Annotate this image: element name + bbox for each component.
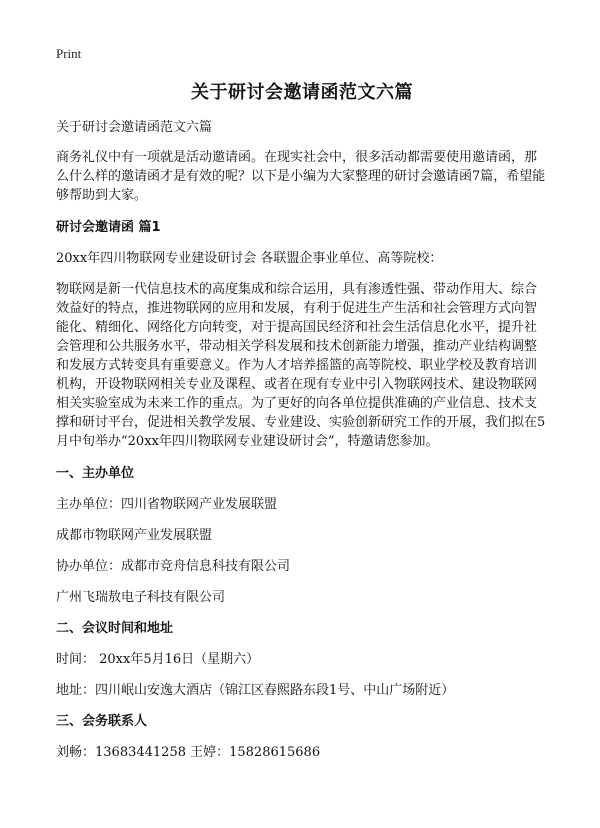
meeting-time: 时间： 20xx年5月16日（星期六） — [56, 652, 260, 667]
document-subtitle: 关于研讨会邀请函范文六篇 — [56, 120, 213, 135]
section-heading-1: 研讨会邀请函 篇1 — [56, 220, 161, 235]
intro-paragraph: 商务礼仪中有一项就是活动邀请函。在现实社会中，很多活动都需要使用邀请函，那么什么样的邀请函才是有效的呢？以下是小编为大家整理的研讨会邀请函7篇，希望能够帮助到大家。 — [56, 150, 546, 203]
page-title: 关于研讨会邀请函范文六篇 — [191, 82, 413, 103]
co-organizer-line-2: 广州飞瑞敖电子科技有限公司 — [56, 590, 226, 605]
organizer-heading: 一、主办单位 — [56, 466, 135, 481]
document-body — [56, 78, 548, 774]
organizer-line-2: 成都市物联网产业发展联盟 — [56, 528, 213, 543]
organizer-line: 主办单位：四川省物联网产业发展联盟 — [56, 497, 278, 512]
contacts-heading: 三、会务联系人 — [56, 714, 148, 729]
time-address-heading: 二、会议时间和地址 — [56, 621, 174, 636]
meeting-address: 地址：四川岷山安逸大酒店（锦江区春熙路东段1号、中山广场附近） — [56, 683, 455, 698]
contacts-line: 刘畅：13683441258 王婷：15828615686 — [56, 745, 321, 760]
body-paragraph: 物联网是新一代信息技术的高度集成和综合运用，具有渗透性强、带动作用大、综合效益好的特点，推进物联网的应用和发展，有利于促进生产生活和社会管理方式向智能化、精细化、网络化方向转变，对于提高国民经济和社会生活信息化水平，提升社会管理和公共服务水平，带动相关学科发展和技术创新能力增强，推动产业结构调整和发展方式转变具有重要意义。作为人才培养摇篮的高等院校、职业学校及教育培训机构，开设物联网相关专业及课程、或者在现有专业中引入物联网技术、建设物联网相关实验室成为未来工作的重点。为了更好的向各单位提供准确的产业信息、技术支撑和研讨平台，促进相关教学发展、专业建设、实验创新研究工作的开展，我们拟在5月中旬举办“20xx年四川物联网专业建设研讨会”，特邀请您参加。 — [56, 282, 546, 449]
print-label: Print — [56, 46, 82, 61]
salutation-line: 20xx年四川物联网专业建设研讨会 各联盟企事业单位、高等院校： — [56, 251, 443, 266]
co-organizer-line: 协办单位：成都市竞舟信息科技有限公司 — [56, 559, 291, 574]
